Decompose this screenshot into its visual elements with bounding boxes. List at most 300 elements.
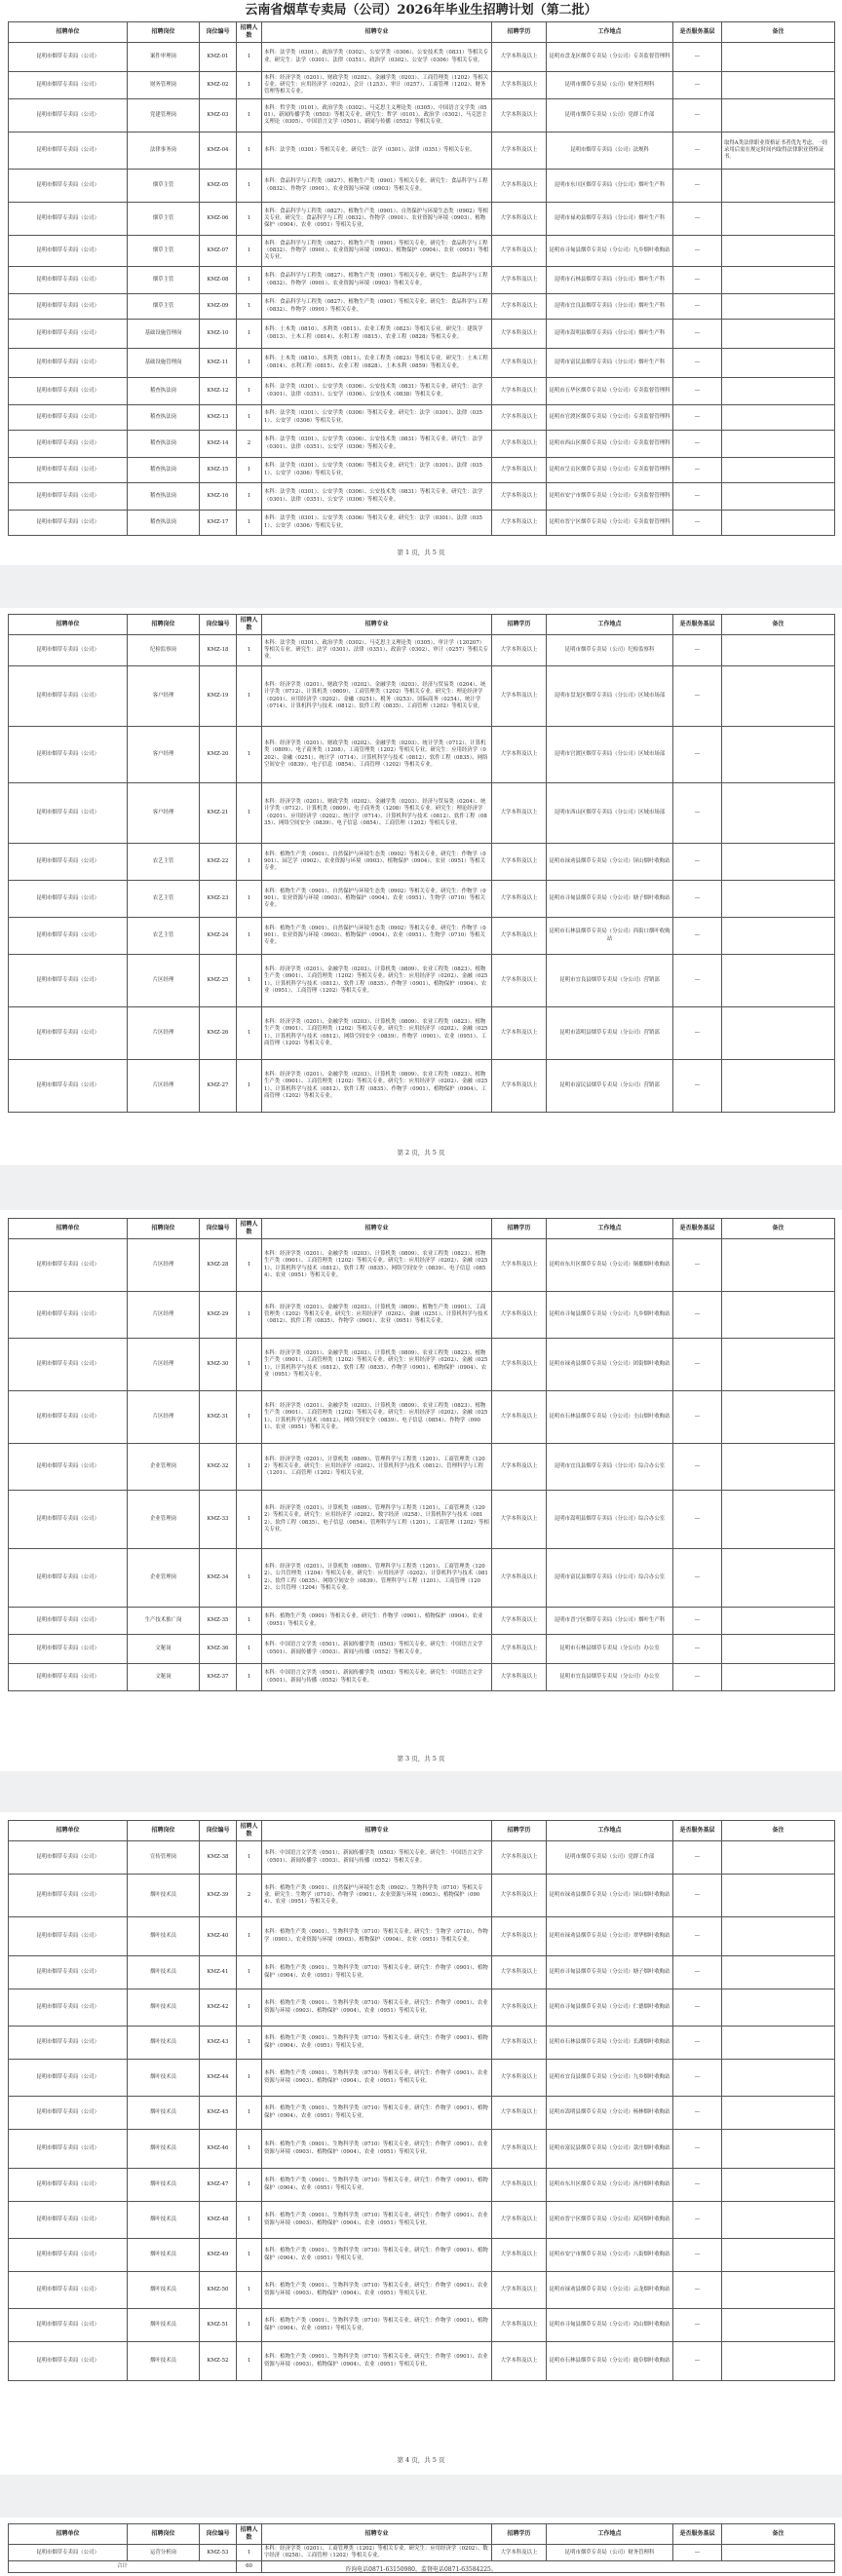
page-footer: 第 3 页，共 5 页: [397, 1755, 445, 1762]
table-row: [9, 170, 835, 203]
unit-cell: 昆明市烟草专卖局（公司）: [9, 844, 128, 881]
post-cell: 基础设施管理岗: [128, 320, 200, 349]
grassroots-cell: —: [673, 955, 722, 1007]
post-code-cell: KMZ-36: [200, 1635, 237, 1664]
post-code-cell: KMZ-29: [200, 1292, 237, 1339]
major-cell: 本科：植物生产类（0901）、生物科学类（0710）等相关专业。研究生：作物学（0901）、植物保护（0904）、农业（0951）等相关专业。: [262, 2309, 492, 2342]
unit-cell: 昆明市烟草专卖局（公司）: [9, 458, 128, 483]
unit-cell: 昆明市烟草专卖局（公司）: [9, 1292, 128, 1339]
column-header: 招聘岗位: [128, 615, 200, 635]
unit-cell: 昆明市烟草专卖局（公司）: [9, 1917, 128, 1956]
major-cell: 本科：植物生产类（0901）、生物科学类（0710）等相关专业。研究生：生物学（0710）、作物学（0901）、农业资源与环境（0903）、植物保护（0904）、农业（0951）等相关专业。: [262, 1917, 492, 1956]
unit-cell: 昆明市烟草专卖局（公司）: [9, 267, 128, 294]
headcount-cell: 1: [237, 783, 262, 844]
remark-cell: [722, 1635, 835, 1664]
column-header: 招聘人数: [237, 2524, 262, 2545]
degree-cell: 大学本科及以上: [492, 1549, 547, 1608]
unit-cell: 昆明市烟草专卖局（公司）: [9, 783, 128, 844]
table-page-4: [8, 1820, 834, 2381]
post-cell: 稽查执法岗: [128, 431, 200, 458]
location-cell: 昆明市烟草专卖局（公司）财务管理科: [547, 2545, 673, 2561]
column-header: 工作地点: [547, 1219, 673, 1239]
column-header: 工作地点: [547, 2524, 673, 2545]
major-cell: 本科：植物生产类（0901）、自然保护与环境生态类（0902）等相关专业。研究生：作物学（0901）、园艺学（0902）、农业资源与环境（0903）、植物保护（0904）、农业（0951）等相关专业。: [262, 844, 492, 881]
unit-cell: 昆明市烟草专卖局（公司）: [9, 99, 128, 133]
column-header: 备注: [722, 1821, 835, 1841]
post-cell: 烟叶技术员: [128, 1989, 200, 2027]
unit-cell: 昆明市烟草专卖局（公司）: [9, 1339, 128, 1391]
degree-cell: 大学本科及以上: [492, 2202, 547, 2239]
headcount-cell: 1: [237, 1292, 262, 1339]
degree-cell: 大学本科及以上: [492, 72, 547, 99]
column-header: 备注: [722, 2524, 835, 2545]
post-code-cell: KMZ-08: [200, 267, 237, 294]
grassroots-cell: —: [673, 2239, 722, 2272]
post-cell: 党建管理岗: [128, 99, 200, 133]
grassroots-cell: —: [673, 2169, 722, 2202]
location-cell: 昆明市禄劝县烟草专卖局（分公司）烟叶生产科: [547, 203, 673, 236]
grassroots-cell: —: [673, 378, 722, 405]
table-row: [9, 1339, 835, 1391]
table-row: [9, 236, 835, 267]
remark-cell: [722, 783, 835, 844]
post-code-cell: KMZ-19: [200, 666, 237, 727]
column-header: 是否服务基层: [673, 22, 722, 43]
location-cell: 昆明市官渡区烟草专卖局（分公司）专卖监督管理科: [547, 405, 673, 431]
remark-cell: [722, 1339, 835, 1391]
headcount-cell: 1: [237, 170, 262, 203]
column-header: 工作地点: [547, 1821, 673, 1841]
post-code-cell: KMZ-48: [200, 2202, 237, 2239]
post-cell: 烟叶技术员: [128, 2097, 200, 2130]
headcount-cell: 1: [237, 1491, 262, 1549]
post-code-cell: KMZ-16: [200, 483, 237, 511]
column-header: 是否服务基层: [673, 615, 722, 635]
unit-cell: 昆明市烟草专卖局（公司）: [9, 72, 128, 99]
major-cell: 本科：经济学类（0201）、金融学类（0203）、计算机类（0809）、农业工程类（0823）、植物生产类（0901）、工商管理类（1202）等相关专业。研究生：应用经济学（0202）、金融（0251）、计算机科学与技术（0812）、软件工程（0835）、作物学（0901）、植物保护（0904）、农业（0951）等相关专业。: [262, 1339, 492, 1391]
headcount-cell: 1: [237, 2239, 262, 2272]
remark-cell: [722, 203, 835, 236]
headcount-cell: 1: [237, 1956, 262, 1989]
headcount-cell: 1: [237, 2309, 262, 2342]
post-cell: 烟草主管: [128, 267, 200, 294]
column-header: 招聘单位: [9, 615, 128, 635]
major-cell: 本科：经济学类（0201）、工商管理类（1202）等相关专业。研究生：应用经济学（0202）、数字经济（0258）、工商管理（1202）等相关专业。: [262, 2545, 492, 2561]
page-gap: [0, 2475, 842, 2518]
remark-cell: [722, 727, 835, 783]
headcount-cell: 1: [237, 72, 262, 99]
headcount-cell: 1: [237, 1444, 262, 1491]
remark-cell: [722, 1491, 835, 1549]
unit-cell: 昆明市烟草专卖局（公司）: [9, 43, 128, 72]
headcount-cell: 1: [237, 483, 262, 511]
degree-cell: 大学本科及以上: [492, 2545, 547, 2561]
degree-cell: 大学本科及以上: [492, 2272, 547, 2309]
major-cell: 本科：食品科学与工程类（0827）、植物生产类（0901）、自然保护与环境生态类（0902）等相关专业。研究生：食品科学与工程（0832）、作物学（0901）、农业资源与环境（0903）、植物保护（0904）、农业（0951）等相关专业。: [262, 203, 492, 236]
grassroots-cell: —: [673, 918, 722, 955]
post-code-cell: KMZ-10: [200, 320, 237, 349]
headcount-cell: 1: [237, 1608, 262, 1635]
grassroots-cell: —: [673, 2309, 722, 2342]
major-cell: 本科：法学类（0301）、政治学类（0302）、公安学类（0306）、公安技术类（0831）等相关专业。研究生：法学（0301）、法律（0351）、政治学（0302）、公安学（0306）等相关专业。: [262, 43, 492, 72]
post-code-cell: KMZ-06: [200, 203, 237, 236]
remark-cell: [722, 99, 835, 133]
headcount-cell: 1: [237, 1391, 262, 1444]
remark-cell: [722, 1292, 835, 1339]
remark-cell: [722, 1875, 835, 1917]
remark-cell: [722, 1664, 835, 1691]
unit-cell: 昆明市烟草专卖局（公司）: [9, 2545, 128, 2561]
headcount-cell: 1: [237, 2342, 262, 2381]
degree-cell: 大学本科及以上: [492, 1608, 547, 1635]
major-cell: 本科：植物生产类（0901）、生物科学类（0710）等相关专业。研究生：作物学（0901）、植物保护（0904）、农业（0951）等相关专业。: [262, 1956, 492, 1989]
location-cell: 昆明市东川区烟草专卖局（分公司）铜都烟叶收购站: [547, 1239, 673, 1292]
column-header: 招聘单位: [9, 2524, 128, 2545]
page-footer: 第 2 页，共 5 页: [397, 1149, 445, 1156]
table-row: [9, 2272, 835, 2309]
headcount-cell: 1: [237, 405, 262, 431]
degree-cell: 大学本科及以上: [492, 378, 547, 405]
grassroots-cell: —: [673, 1841, 722, 1875]
major-cell: 本科：植物生产类（0901）、生物科学类（0710）等相关专业。研究生：作物学（0901）、植物保护（0904）、农业（0951）等相关专业。: [262, 2097, 492, 2130]
degree-cell: 大学本科及以上: [492, 1060, 547, 1113]
degree-cell: 大学本科及以上: [492, 43, 547, 72]
location-cell: 昆明市晋宁区烟草专卖局（分公司）双河烟叶收购站: [547, 2202, 673, 2239]
degree-cell: 大学本科及以上: [492, 666, 547, 727]
table-row: [9, 1491, 835, 1549]
column-header: 招聘岗位: [128, 22, 200, 43]
headcount-cell: 1: [237, 1239, 262, 1292]
grassroots-cell: —: [673, 1339, 722, 1391]
post-code-cell: KMZ-49: [200, 2239, 237, 2272]
post-code-cell: KMZ-43: [200, 2027, 237, 2060]
degree-cell: 大学本科及以上: [492, 918, 547, 955]
remark-cell: [722, 1608, 835, 1635]
headcount-cell: 1: [237, 458, 262, 483]
location-cell: 昆明市寻甸县烟草专卖局（分公司）九乡烟叶收购站: [547, 1292, 673, 1339]
remark-cell: [722, 1060, 835, 1113]
grassroots-cell: —: [673, 783, 722, 844]
location-cell: 昆明市安宁市烟草专卖局（分公司）专卖监督管理科: [547, 483, 673, 511]
location-cell: 昆明市呈贡区烟草专卖局（分公司）专卖监督管理科: [547, 458, 673, 483]
table-row: [9, 43, 835, 72]
grassroots-cell: —: [673, 1549, 722, 1608]
post-cell: 烟叶技术员: [128, 2272, 200, 2309]
post-cell: 片区经理: [128, 1391, 200, 1444]
major-cell: 本科：经济学类（0201）、金融学类（0203）、计算机类（0809）、农业工程类（0823）、植物生产类（0901）、工商管理类（1202）等相关专业。研究生：应用经济学（0202）、金融（0251）、计算机科学与技术（0812）、软件工程（0835）、作物学（0901）、植物保护（0904）、工商管理（1202）等相关专业。: [262, 1060, 492, 1113]
location-cell: 昆明市寻甸县烟草专卖局（分公司）仁德烟叶收购站: [547, 1989, 673, 2027]
grassroots-cell: —: [673, 170, 722, 203]
degree-cell: 大学本科及以上: [492, 133, 547, 170]
column-header: 招聘专业: [262, 615, 492, 635]
column-header: 岗位编号: [200, 2524, 237, 2545]
remark-cell: [722, 294, 835, 320]
location-cell: 昆明市东川区烟草专卖局（分公司）汤丹烟叶收购站: [547, 2169, 673, 2202]
grassroots-cell: —: [673, 1875, 722, 1917]
post-cell: 烟叶技术员: [128, 2309, 200, 2342]
major-cell: 本科：经济学类（0201）、计算机类（0809）、管理科学与工程类（1201）、工商管理类（1202）等相关专业。研究生：应用经济学（0202）、数字经济（0258）、计算机科学与技术（0812）、软件工程（0835）、电子信息（0854）、管理科学与工程（1201）、工商管理（1202）等相关专业。: [262, 1491, 492, 1549]
degree-cell: 大学本科及以上: [492, 635, 547, 666]
column-header: 是否服务基层: [673, 1219, 722, 1239]
location-cell: 昆明市寻甸县烟草专卖局（分公司）塘子烟叶收购站: [547, 881, 673, 918]
unit-cell: 昆明市烟草专卖局（公司）: [9, 955, 128, 1007]
unit-cell: 昆明市烟草专卖局（公司）: [9, 1664, 128, 1691]
unit-cell: 昆明市烟草专卖局（公司）: [9, 1060, 128, 1113]
recruitment-table: [8, 21, 835, 536]
grassroots-cell: —: [673, 2272, 722, 2309]
post-code-cell: KMZ-33: [200, 1491, 237, 1549]
location-cell: 昆明市富民县烟草专卖局（分公司）款庄烟叶收购站: [547, 2130, 673, 2169]
grassroots-cell: —: [673, 1491, 722, 1549]
post-cell: 烟叶技术员: [128, 2027, 200, 2060]
major-cell: 本科：中国语言文学类（0501）、新闻传播学类（0503）等相关专业。研究生：中国语言文学（0501）、新闻传播学（0503）、新闻与传播（0552）等相关专业。: [262, 1841, 492, 1875]
post-code-cell: KMZ-37: [200, 1664, 237, 1691]
column-header: 岗位编号: [200, 615, 237, 635]
table-row: [9, 203, 835, 236]
major-cell: 本科：法学类（0301）、公安学类（0306）等相关专业。研究生：法学（0301）、法律（0351）、公安学（0306）等相关专业。: [262, 511, 492, 536]
headcount-cell: 1: [237, 2097, 262, 2130]
table-row: [9, 2239, 835, 2272]
headcount-cell: 1: [237, 727, 262, 783]
headcount-cell: 1: [237, 2169, 262, 2202]
table-row: [9, 1608, 835, 1635]
location-cell: 昆明市寻甸县烟草专卖局（分公司）九乡烟叶收购站: [547, 236, 673, 267]
remark-cell: [722, 918, 835, 955]
location-cell: 昆明市富民县烟草专卖局（分公司）营销部: [547, 1060, 673, 1113]
post-code-cell: KMZ-25: [200, 955, 237, 1007]
table-row: [9, 2097, 835, 2130]
post-code-cell: KMZ-05: [200, 170, 237, 203]
major-cell: 本科：经济学类（0201）、财政学类（0202）、金融学类（0203）、工商管理类（1202）等相关专业。研究生：应用经济学（0202）、会计（1253）、审计（0257）、工商管理（1202）、财务管理等相关专业。: [262, 72, 492, 99]
remark-cell: [722, 1841, 835, 1875]
headcount-cell: 1: [237, 378, 262, 405]
post-code-cell: KMZ-41: [200, 1956, 237, 1989]
headcount-cell: 1: [237, 2130, 262, 2169]
unit-cell: 昆明市烟草专卖局（公司）: [9, 1608, 128, 1635]
table-row: [9, 1917, 835, 1956]
post-code-cell: KMZ-12: [200, 378, 237, 405]
unit-cell: 昆明市烟草专卖局（公司）: [9, 320, 128, 349]
location-cell: 昆明市盘龙区烟草专卖局（分公司）专卖监督管理科: [547, 43, 673, 72]
unit-cell: 昆明市烟草专卖局（公司）: [9, 294, 128, 320]
major-cell: 本科：植物生产类（0901）、自然保护与环境生态类（0902）等相关专业。研究生：作物学（0901）、农业资源与环境（0903）、植物保护（0904）、农业（0951）、生物学（0710）等相关专业。: [262, 881, 492, 918]
table-row: [9, 294, 835, 320]
column-header: 招聘学历: [492, 1821, 547, 1841]
remark-cell: [722, 405, 835, 431]
degree-cell: 大学本科及以上: [492, 1491, 547, 1549]
unit-cell: 昆明市烟草专卖局（公司）: [9, 881, 128, 918]
degree-cell: 大学本科及以上: [492, 431, 547, 458]
unit-cell: 昆明市烟草专卖局（公司）: [9, 1444, 128, 1491]
grassroots-cell: —: [673, 2545, 722, 2561]
degree-cell: 大学本科及以上: [492, 1989, 547, 2027]
degree-cell: 大学本科及以上: [492, 1444, 547, 1491]
grassroots-cell: —: [673, 2342, 722, 2381]
column-header: 岗位编号: [200, 1219, 237, 1239]
table-row: [9, 783, 835, 844]
location-cell: 昆明市西山区烟草专卖局（分公司）专卖监督管理科: [547, 431, 673, 458]
unit-cell: 昆明市烟草专卖局（公司）: [9, 2130, 128, 2169]
remark-cell: [722, 458, 835, 483]
remark-cell: [722, 955, 835, 1007]
remark-cell: [722, 431, 835, 458]
remark-cell: [722, 2239, 835, 2272]
recruitment-table: [8, 1820, 835, 2381]
degree-cell: 大学本科及以上: [492, 458, 547, 483]
grassroots-cell: —: [673, 133, 722, 170]
table-row: [9, 1635, 835, 1664]
post-code-cell: KMZ-23: [200, 881, 237, 918]
contact-note: 咨询电话0871-63150980，监督电话0871-63584225。: [345, 2566, 497, 2573]
headcount-cell: 1: [237, 349, 262, 378]
unit-cell: 昆明市烟草专卖局（公司）: [9, 2097, 128, 2130]
location-cell: 昆明市宜良县烟草专卖局（分公司）办公室: [547, 1664, 673, 1691]
table-page-2: [8, 614, 834, 1113]
table-row: [9, 1664, 835, 1691]
unit-cell: 昆明市烟草专卖局（公司）: [9, 405, 128, 431]
remark-cell: [722, 2097, 835, 2130]
column-header: 工作地点: [547, 22, 673, 43]
degree-cell: 大学本科及以上: [492, 2342, 547, 2381]
post-cell: 烟叶技术员: [128, 2342, 200, 2381]
table-row: [9, 2130, 835, 2169]
table-row: [9, 1875, 835, 1917]
location-cell: 昆明市官渡区烟草专卖局（分公司）区域市场部: [547, 727, 673, 783]
post-code-cell: KMZ-20: [200, 727, 237, 783]
location-cell: 昆明市烟草专卖局（公司）法规科: [547, 133, 673, 170]
column-header: 招聘单位: [9, 1821, 128, 1841]
remark-cell: [722, 881, 835, 918]
post-cell: 片区经理: [128, 1239, 200, 1292]
post-cell: 稽查执法岗: [128, 458, 200, 483]
headcount-cell: 2: [237, 431, 262, 458]
location-cell: 昆明市烟草专卖局（公司）党群工作部: [547, 1841, 673, 1875]
degree-cell: 大学本科及以上: [492, 727, 547, 783]
post-cell: 烟叶技术员: [128, 1956, 200, 1989]
post-code-cell: KMZ-30: [200, 1339, 237, 1391]
headcount-cell: 1: [237, 99, 262, 133]
table-row: [9, 72, 835, 99]
location-cell: 昆明市石林县烟草专卖局（分公司）长湖烟叶收购站: [547, 2027, 673, 2060]
column-header: 招聘专业: [262, 2524, 492, 2545]
post-cell: 烟叶技术员: [128, 2202, 200, 2239]
headcount-cell: 1: [237, 1635, 262, 1664]
degree-cell: 大学本科及以上: [492, 320, 547, 349]
location-cell: 昆明市西山区烟草专卖局（分公司）区域市场部: [547, 783, 673, 844]
grassroots-cell: —: [673, 1635, 722, 1664]
degree-cell: 大学本科及以上: [492, 2239, 547, 2272]
table-row: [9, 511, 835, 536]
unit-cell: 昆明市烟草专卖局（公司）: [9, 1239, 128, 1292]
degree-cell: 大学本科及以上: [492, 955, 547, 1007]
grassroots-cell: —: [673, 458, 722, 483]
recruitment-table: [8, 614, 835, 1113]
headcount-cell: 1: [237, 294, 262, 320]
grassroots-cell: —: [673, 43, 722, 72]
table-row: [9, 378, 835, 405]
grassroots-cell: —: [673, 1060, 722, 1113]
remark-cell: [722, 1007, 835, 1060]
degree-cell: 大学本科及以上: [492, 1635, 547, 1664]
remark-cell: [722, 1917, 835, 1956]
major-cell: 本科：植物生产类（0901）、自然保护与环境生态类（0902）、生物科学类（0710）等相关专业。研究生：生物学（0710）、作物学（0901）、农业资源与环境（0903）、植物保护（0904）、农业（0951）等相关专业。: [262, 1875, 492, 1917]
post-code-cell: KMZ-03: [200, 99, 237, 133]
major-cell: 本科：经济学类（0201）、金融学类（0203）、计算机类（0809）、农业工程类（0823）、植物生产类（0901）、工商管理类（1202）等相关专业。研究生：应用经济学（0202）、金融（0251）、计算机科学与技术（0812）、网络空间安全（0839）、作物学（0901）、农业（0951）、工商管理（1202）等相关专业。: [262, 1007, 492, 1060]
post-cell: 农艺主管: [128, 918, 200, 955]
location-cell: 昆明市嵩明县烟草专卖局（分公司）综合办公室: [547, 1491, 673, 1549]
grassroots-cell: —: [673, 1917, 722, 1956]
remark-cell: [722, 349, 835, 378]
post-cell: 烟叶技术员: [128, 2130, 200, 2169]
headcount-cell: 1: [237, 1007, 262, 1060]
headcount-cell: 1: [237, 267, 262, 294]
location-cell: 昆明市富民县烟草专卖局（分公司）烟叶生产科: [547, 349, 673, 378]
grassroots-cell: —: [673, 349, 722, 378]
grassroots-cell: —: [673, 236, 722, 267]
major-cell: 本科：植物生产类（0901）、生物科学类（0710）等相关专业。研究生：作物学（0901）、农业资源与环境（0903）、植物保护（0904）、农业（0951）等相关专业。: [262, 1989, 492, 2027]
remark-cell: [722, 72, 835, 99]
post-cell: 烟草主管: [128, 203, 200, 236]
table-row: [9, 483, 835, 511]
remark-cell: [722, 43, 835, 72]
table-row: [9, 2342, 835, 2381]
unit-cell: 昆明市烟草专卖局（公司）: [9, 1841, 128, 1875]
column-header: 招聘人数: [237, 615, 262, 635]
major-cell: 本科：植物生产类（0901）、自然保护与环境生态类（0902）等相关专业。研究生：作物学（0901）、农业资源与环境（0903）、植物保护（0904）、农业（0951）、生物学（0710）等相关专业。: [262, 918, 492, 955]
location-cell: 昆明市五华区烟草专卖局（分公司）专卖监督管理科: [547, 378, 673, 405]
headcount-cell: 1: [237, 511, 262, 536]
recruitment-table: [8, 1218, 835, 1691]
location-cell: 昆明市宜良县烟草专卖局（分公司）烟叶生产科: [547, 294, 673, 320]
grassroots-cell: —: [673, 320, 722, 349]
post-cell: 农艺主管: [128, 881, 200, 918]
page-gap: [0, 1771, 842, 1812]
post-code-cell: KMZ-46: [200, 2130, 237, 2169]
table-row: [9, 666, 835, 727]
headcount-cell: 1: [237, 635, 262, 666]
major-cell: 本科：植物生产类（0901）、生物科学类（0710）等相关专业。研究生：作物学（0901）、农业资源与环境（0903）、植物保护（0904）、农业（0951）等相关专业。: [262, 2130, 492, 2169]
remark-cell: 取得A类法律职业资格证书者优先考虑，一经录用后需在规定时间内取得法律职业资格证书。: [722, 133, 835, 170]
grassroots-cell: —: [673, 1956, 722, 1989]
grassroots-cell: —: [673, 1444, 722, 1491]
table-row: [9, 1007, 835, 1060]
column-header: 备注: [722, 1219, 835, 1239]
page-footer: 第 4 页，共 5 页: [397, 2456, 445, 2464]
location-cell: 昆明市石林县烟草专卖局（分公司）圭山烟叶收购站: [547, 1391, 673, 1444]
grassroots-cell: —: [673, 1989, 722, 2027]
post-code-cell: KMZ-18: [200, 635, 237, 666]
column-header: 是否服务基层: [673, 2524, 722, 2545]
remark-cell: [722, 2309, 835, 2342]
unit-cell: 昆明市烟草专卖局（公司）: [9, 1635, 128, 1664]
location-cell: 昆明市东川区烟草专卖局（分公司）烟叶生产科: [547, 170, 673, 203]
post-cell: 片区经理: [128, 1060, 200, 1113]
post-cell: 烟草主管: [128, 170, 200, 203]
post-code-cell: KMZ-38: [200, 1841, 237, 1875]
headcount-cell: 1: [237, 133, 262, 170]
column-header: 招聘岗位: [128, 1821, 200, 1841]
post-cell: 片区经理: [128, 1339, 200, 1391]
headcount-cell: 1: [237, 1060, 262, 1113]
remark-cell: [722, 170, 835, 203]
grassroots-cell: —: [673, 431, 722, 458]
unit-cell: 昆明市烟草专卖局（公司）: [9, 1549, 128, 1608]
unit-cell: 昆明市烟草专卖局（公司）: [9, 2202, 128, 2239]
major-cell: 本科：法学类（0301）、公安学类（0306）等相关专业。研究生：法学（0301）、法律（0351）、公安学（0306）等相关专业。: [262, 405, 492, 431]
table-row: [9, 1292, 835, 1339]
post-code-cell: KMZ-11: [200, 349, 237, 378]
table-row: [9, 635, 835, 666]
